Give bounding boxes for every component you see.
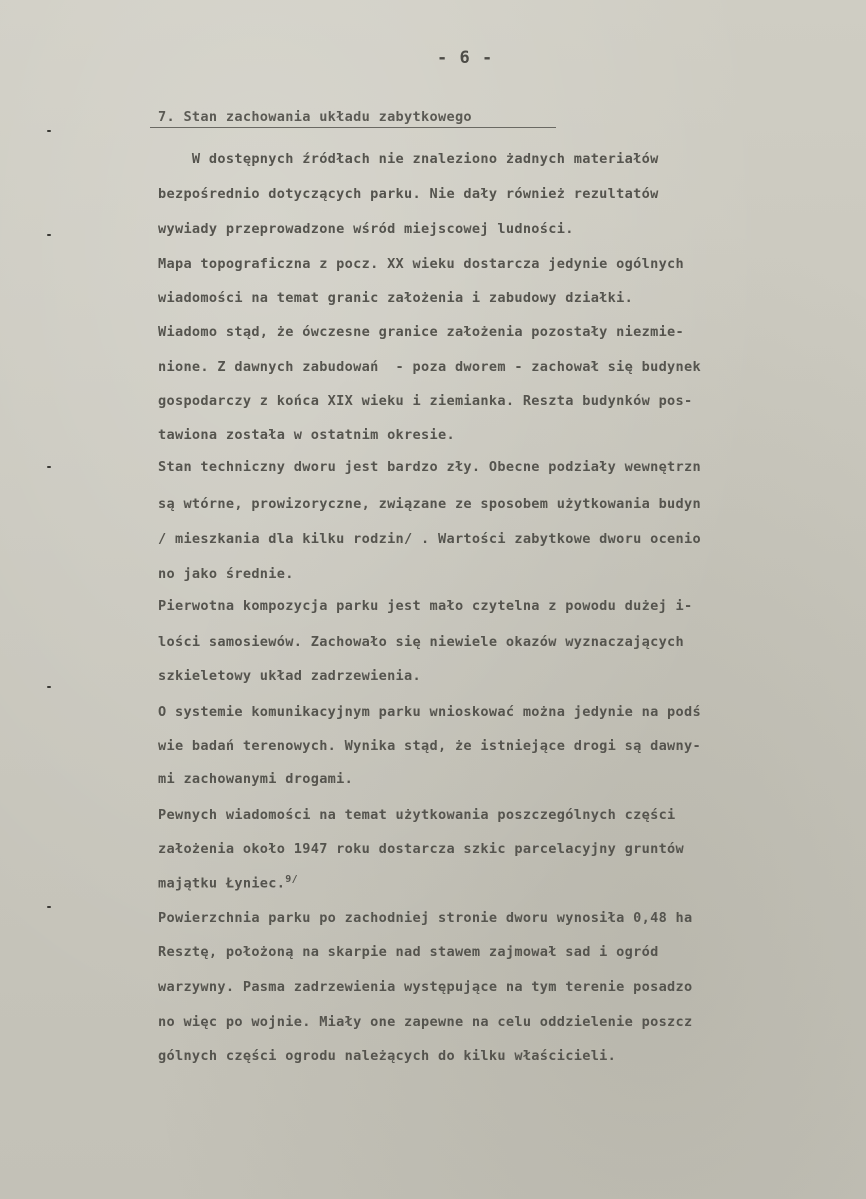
text-line: bezpośrednio dotyczących parku. Nie dały również rezultatów xyxy=(158,186,659,202)
text-line: Stan techniczny dworu jest bardzo zły. Obecne podziały wewnętrzn xyxy=(158,459,701,475)
heading-underline xyxy=(150,127,556,128)
text-line: mi zachowanymi drogami. xyxy=(158,771,354,787)
text-line: / mieszkania dla kilku rodzin/ . Wartości zabytkowe dworu ocenio xyxy=(158,531,701,547)
text-line: Pierwotna kompozycja parku jest mało czytelna z powodu dużej i- xyxy=(158,598,693,614)
text-line: gólnych części ogrodu należących do kilku właścicieli. xyxy=(158,1048,617,1064)
text-line: O systemie komunikacyjnym parku wnioskować można jedynie na podś xyxy=(158,704,701,720)
text-line: Pewnych wiadomości na temat użytkowania poszczególnych części xyxy=(158,807,676,823)
text-line: wiadomości na temat granic założenia i zabudowy działki. xyxy=(158,290,634,306)
text-line: wywiady przeprowadzone wśród miejscowej ludności. xyxy=(158,221,574,237)
page-number: - 6 - xyxy=(437,48,494,68)
text-line: warzywny. Pasma zadrzewienia występujące na tym terenie posadzo xyxy=(158,979,693,995)
punch-mark xyxy=(47,466,51,468)
text-line: wie badań terenowych. Wynika stąd, że istniejące drogi są dawny- xyxy=(158,738,701,754)
text-line: nione. Z dawnych zabudowań - poza dworem - zachował się budynek xyxy=(158,359,701,375)
text-line: Powierzchnia parku po zachodniej stronie dworu wynosiła 0,48 ha xyxy=(158,910,693,926)
text-line: W dostępnych źródłach nie znaleziono żadnych materiałów xyxy=(158,151,659,167)
text-line: no jako średnie. xyxy=(158,566,294,582)
section-heading: 7. Stan zachowania układu zabytkowego xyxy=(158,109,472,125)
footnote-marker: 9/ xyxy=(285,874,298,885)
text-line: Mapa topograficzna z pocz. XX wieku dostarcza jedynie ogólnych xyxy=(158,256,685,272)
text-line: tawiona została w ostatnim okresie. xyxy=(158,427,455,443)
punch-mark xyxy=(47,234,51,236)
text-line: szkieletowy układ zadrzewienia. xyxy=(158,668,422,684)
punch-mark xyxy=(47,130,51,132)
punch-mark xyxy=(47,906,51,908)
text-line: Resztę, położoną na skarpie nad stawem zajmował sad i ogród xyxy=(158,944,659,960)
text-line-content: majątku Łyniec. xyxy=(158,875,286,892)
punch-mark xyxy=(47,686,51,688)
text-line: są wtórne, prowizoryczne, związane ze sposobem użytkowania budyn xyxy=(158,496,701,512)
text-line xyxy=(158,874,298,892)
text-line: założenia około 1947 roku dostarcza szkic parcelacyjny gruntów xyxy=(158,841,685,857)
text-line: gospodarczy z końca XIX wieku i ziemianka. Reszta budynków pos- xyxy=(158,393,693,409)
text-line: Wiadomo stąd, że ówczesne granice założenia pozostały niezmie- xyxy=(158,324,685,340)
text-line: no więc po wojnie. Miały one zapewne na celu oddzielenie poszcz xyxy=(158,1014,693,1030)
text-line: lości samosiewów. Zachowało się niewiele okazów wyznaczających xyxy=(158,634,685,650)
